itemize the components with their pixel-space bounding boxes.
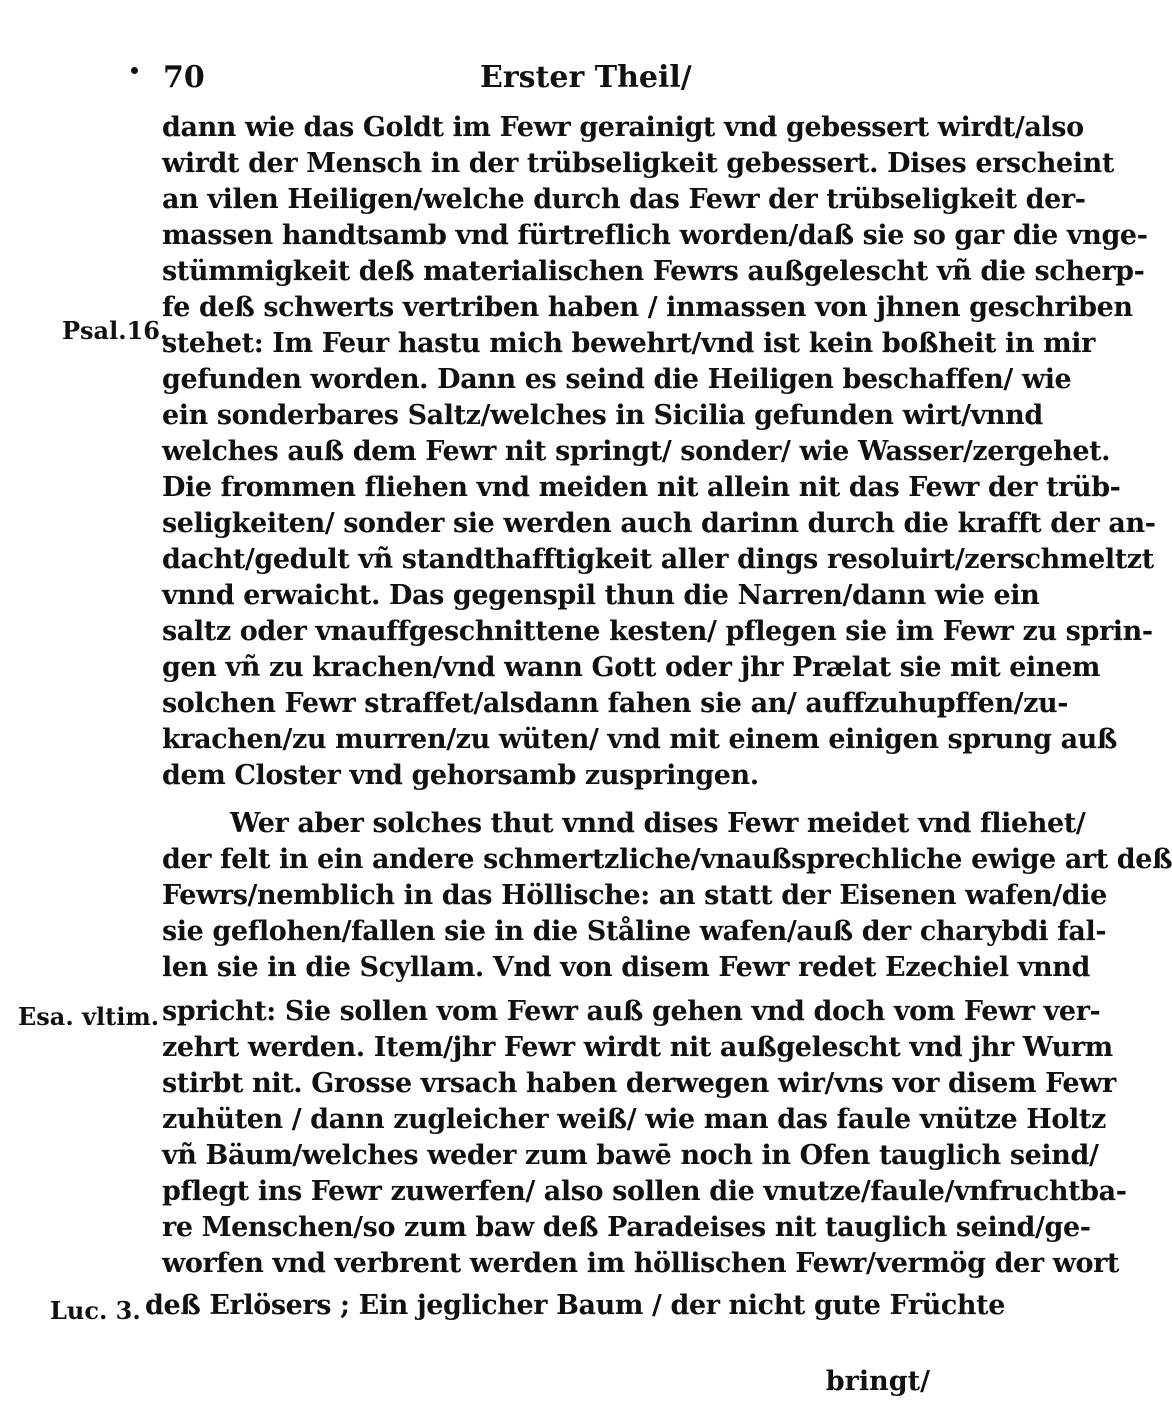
text-line: dem Closter vnd gehorsamb zuspringen. [162,760,759,791]
text-line: der felt in ein andere schmertzliche/vnaußsprechliche ewige art deß [162,844,1172,875]
text-line: stümmigkeit deß materialischen Fewrs außgelescht vñ die scherp- [162,256,1145,287]
text-line: zuhüten / dann zugleicher weiß/ wie man das faule vnütze Holtz [162,1104,1106,1135]
text-line: dacht/gedult vñ standthafftigkeit aller dings resoluirt/zerschmeltzt [162,544,1154,575]
text-line: Fewrs/nemblich in das Höllische: an statt der Eisenen wafen/die [162,880,1107,911]
ink-dot [131,67,138,74]
text-line: Die frommen fliehen vnd meiden nit allein nit das Fewr der trüb- [162,472,1121,503]
margin-note-psalm: Psal.16. [62,316,169,345]
text-line: pflegt ins Fewr zuwerfen/ also sollen die vnutze/faule/vnfruchtba- [162,1176,1127,1207]
text-line: gen vñ zu krachen/vnd wann Gott oder jhr Prælat sie mit einem [162,652,1101,683]
catchword: bringt/ [825,1366,930,1397]
text-line: solchen Fewr straffet/alsdann fahen sie an/ auffzuhupffen/zu- [162,688,1069,719]
text-line: ein sonderbares Saltz/welches in Sicilia gefunden wirt/vnnd [162,400,1043,431]
text-line: worfen vnd verbrent werden im höllischen Fewr/vermög der wort [162,1248,1120,1279]
text-line: spricht: Sie sollen vom Fewr auß gehen vnd doch vom Fewr ver- [162,996,1101,1027]
text-line: stehet: Im Feur hastu mich bewehrt/vnd ist kein boßheit in mir [162,328,1095,359]
text-line: zehrt werden. Item/jhr Fewr wirdt nit außgelescht vnd jhr Wurm [162,1032,1113,1063]
text-line: massen handtsamb vnd fürtreflich worden/daß sie so gar die vnge- [162,220,1148,251]
text-line: deß Erlösers ; Ein jeglicher Baum / der nicht gute Früchte [145,1290,1006,1321]
text-line: vnnd erwaicht. Das gegenspil thun die Narren/dann wie ein [162,580,1040,611]
running-head: Erster Theil/ [480,60,692,95]
text-line: gefunden worden. Dann es seind die Heiligen beschaffen/ wie [162,364,1072,395]
page-number: 70 [163,60,205,95]
text-line: sie geflohen/fallen sie in die Ståline wafen/auß der charybdi fal- [162,916,1107,947]
text-line: krachen/zu murren/zu wüten/ vnd mit einem einigen sprung auß [162,724,1118,755]
margin-note-esaias: Esa. vltim. [18,1002,160,1031]
text-line: seligkeiten/ sonder sie werden auch darinn durch die krafft der an- [162,508,1156,539]
text-line: wirdt der Mensch in der trübseligkeit gebessert. Dises erscheint [162,148,1114,179]
text-line: re Menschen/so zum baw deß Paradeises nit tauglich seind/ge- [162,1212,1091,1243]
text-line: fe deß schwerts vertriben haben / inmassen von jhnen geschriben [162,292,1133,323]
text-line: saltz oder vnauffgeschnittene kesten/ pflegen sie im Fewr zu sprin- [162,616,1153,647]
text-line: an vilen Heiligen/welche durch das Fewr der trübseligkeit der- [162,184,1086,215]
text-line: stirbt nit. Grosse vrsach haben derwegen wir/vns vor disem Fewr [162,1068,1116,1099]
text-line-paragraph-start: Wer aber solches thut vnnd dises Fewr meidet vnd fliehet/ [230,808,1086,839]
text-line: dann wie das Goldt im Fewr gerainigt vnd gebessert wirdt/also [162,112,1084,143]
text-line: welches auß dem Fewr nit springt/ sonder/ wie Wasser/zergehet. [162,436,1111,467]
text-line: vñ Bäum/welches weder zum bawē noch in Ofen tauglich seind/ [162,1140,1099,1171]
margin-note-luke: Luc. 3. [50,1296,141,1325]
text-line: len sie in die Scyllam. Vnd von disem Fewr redet Ezechiel vnnd [162,952,1090,983]
